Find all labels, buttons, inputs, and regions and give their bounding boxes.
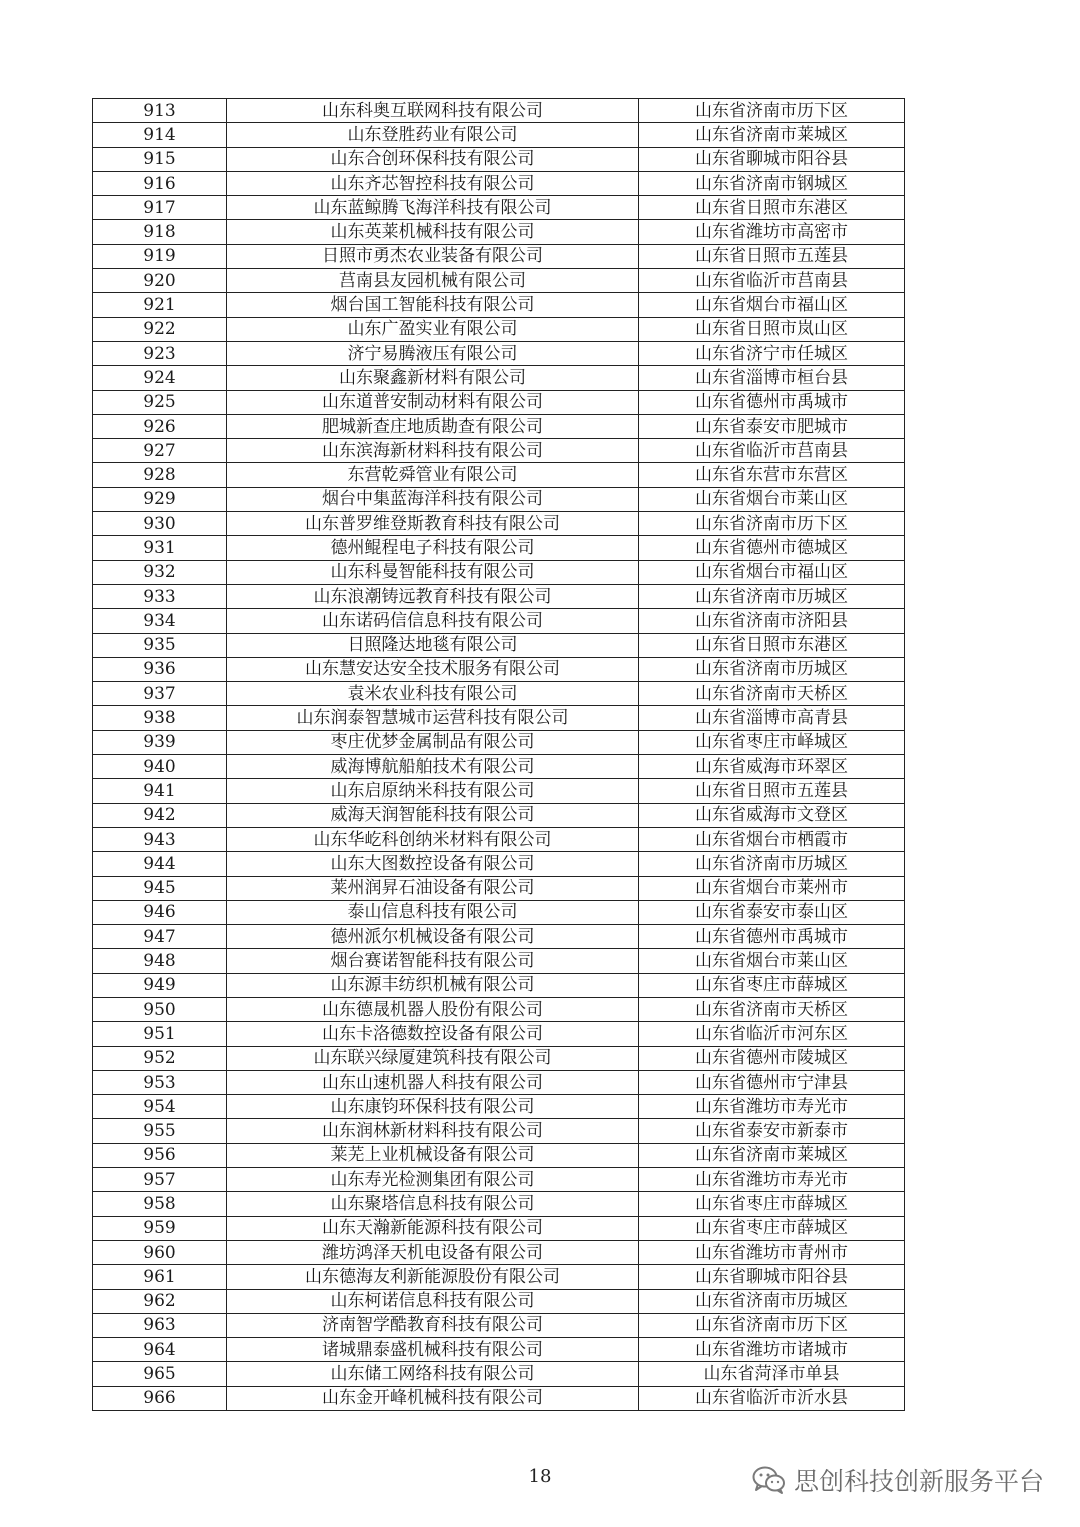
cell-company-name: 德州派尔机械设备有限公司 (227, 925, 639, 949)
table-row (93, 730, 905, 754)
cell-company-name: 山东浪潮铸远教育科技有限公司 (227, 584, 639, 608)
cell-location: 山东省潍坊市高密市 (639, 220, 905, 244)
cell-number: 947 (93, 925, 227, 949)
cell-company-name: 德州鲲程电子科技有限公司 (227, 536, 639, 560)
cell-number: 951 (93, 1022, 227, 1046)
cell-number: 948 (93, 949, 227, 973)
cell-number: 917 (93, 196, 227, 220)
cell-company-name: 山东英莱机械科技有限公司 (227, 220, 639, 244)
cell-company-name: 山东源丰纺织机械有限公司 (227, 973, 639, 997)
cell-location: 山东省泰安市肥城市 (639, 414, 905, 438)
table-row (93, 269, 905, 293)
cell-company-name: 袁米农业科技有限公司 (227, 682, 639, 706)
table-row (93, 99, 905, 123)
cell-company-name: 山东金开峰机械科技有限公司 (227, 1386, 639, 1410)
table-row (93, 317, 905, 341)
cell-company-name: 山东齐芯智控科技有限公司 (227, 171, 639, 195)
watermark-text: 思创科技创新服务平台 (793, 1467, 1044, 1496)
cell-number: 919 (93, 244, 227, 268)
cell-company-name: 山东联兴绿厦建筑科技有限公司 (227, 1046, 639, 1070)
cell-company-name: 山东蓝鲸腾飞海洋科技有限公司 (227, 196, 639, 220)
cell-company-name: 济宁易腾液压有限公司 (227, 341, 639, 365)
page-number: 18 (528, 1466, 552, 1487)
cell-company-name: 烟台中集蓝海洋科技有限公司 (227, 487, 639, 511)
cell-company-name: 山东卡洛德数控设备有限公司 (227, 1022, 639, 1046)
cell-number: 962 (93, 1289, 227, 1313)
cell-number: 930 (93, 512, 227, 536)
table-row (93, 1265, 905, 1289)
cell-company-name: 山东德海友利新能源股份有限公司 (227, 1265, 639, 1289)
wechat-icon (752, 1465, 786, 1495)
cell-company-name: 烟台赛诺智能科技有限公司 (227, 949, 639, 973)
table-row (93, 341, 905, 365)
cell-number: 960 (93, 1240, 227, 1264)
cell-number: 953 (93, 1070, 227, 1094)
cell-number: 958 (93, 1192, 227, 1216)
table-row (93, 1289, 905, 1313)
cell-location: 山东省烟台市莱州市 (639, 876, 905, 900)
table-row (93, 827, 905, 851)
cell-company-name: 山东柯诺信息科技有限公司 (227, 1289, 639, 1313)
cell-company-name: 山东滨海新材料科技有限公司 (227, 439, 639, 463)
cell-location: 山东省泰安市新泰市 (639, 1119, 905, 1143)
cell-company-name: 莒南县友园机械有限公司 (227, 269, 639, 293)
table-row (93, 1386, 905, 1410)
table-row (93, 1046, 905, 1070)
cell-location: 山东省临沂市河东区 (639, 1022, 905, 1046)
cell-location: 山东省日照市东港区 (639, 196, 905, 220)
table-row (93, 196, 905, 220)
cell-number: 920 (93, 269, 227, 293)
table-row (93, 123, 905, 147)
cell-number: 927 (93, 439, 227, 463)
table-row (93, 536, 905, 560)
cell-company-name: 山东诺码信信息科技有限公司 (227, 609, 639, 633)
cell-number: 956 (93, 1143, 227, 1167)
cell-location: 山东省日照市岚山区 (639, 317, 905, 341)
cell-number: 959 (93, 1216, 227, 1240)
table-row (93, 1362, 905, 1386)
cell-number: 932 (93, 560, 227, 584)
cell-number: 946 (93, 900, 227, 924)
cell-company-name: 莱芜上业机械设备有限公司 (227, 1143, 639, 1167)
cell-company-name: 山东大图数控设备有限公司 (227, 852, 639, 876)
cell-number: 966 (93, 1386, 227, 1410)
table-row (93, 244, 905, 268)
cell-number: 954 (93, 1095, 227, 1119)
cell-number: 941 (93, 779, 227, 803)
cell-location: 山东省济南市历下区 (639, 1313, 905, 1337)
cell-number: 944 (93, 852, 227, 876)
cell-number: 928 (93, 463, 227, 487)
cell-company-name: 山东道普安制动材料有限公司 (227, 390, 639, 414)
table-row (93, 706, 905, 730)
table-row (93, 1313, 905, 1337)
table-row (93, 1192, 905, 1216)
cell-company-name: 肥城新查庄地质勘查有限公司 (227, 414, 639, 438)
cell-number: 925 (93, 390, 227, 414)
cell-company-name: 山东康钧环保科技有限公司 (227, 1095, 639, 1119)
table-row (93, 390, 905, 414)
cell-company-name: 山东聚塔信息科技有限公司 (227, 1192, 639, 1216)
cell-location: 山东省济南市济阳县 (639, 609, 905, 633)
cell-company-name: 山东华屹科创纳米材料有限公司 (227, 827, 639, 851)
cell-location: 山东省济南市历下区 (639, 99, 905, 123)
cell-company-name: 诸城鼎泰盛机械科技有限公司 (227, 1338, 639, 1362)
cell-location: 山东省淄博市高青县 (639, 706, 905, 730)
table-row (93, 414, 905, 438)
cell-location: 山东省烟台市福山区 (639, 293, 905, 317)
table-row (93, 366, 905, 390)
cell-location: 山东省枣庄市薛城区 (639, 973, 905, 997)
cell-company-name: 山东合创环保科技有限公司 (227, 147, 639, 171)
cell-number: 931 (93, 536, 227, 560)
cell-location: 山东省济南市莱城区 (639, 123, 905, 147)
cell-number: 950 (93, 997, 227, 1021)
cell-number: 938 (93, 706, 227, 730)
table-row (93, 463, 905, 487)
cell-number: 955 (93, 1119, 227, 1143)
cell-location: 山东省济南市历城区 (639, 852, 905, 876)
cell-location: 山东省日照市五莲县 (639, 779, 905, 803)
cell-location: 山东省烟台市莱山区 (639, 949, 905, 973)
cell-number: 945 (93, 876, 227, 900)
cell-company-name: 威海博航船舶技术有限公司 (227, 755, 639, 779)
cell-location: 山东省烟台市栖霞市 (639, 827, 905, 851)
watermark (752, 1462, 1044, 1498)
cell-number: 963 (93, 1313, 227, 1337)
table-row (93, 171, 905, 195)
cell-number: 929 (93, 487, 227, 511)
table-row (93, 1095, 905, 1119)
cell-number: 918 (93, 220, 227, 244)
cell-company-name: 山东广盈实业有限公司 (227, 317, 639, 341)
cell-number: 939 (93, 730, 227, 754)
table-row (93, 997, 905, 1021)
cell-location: 山东省济宁市任城区 (639, 341, 905, 365)
table-row (93, 852, 905, 876)
cell-company-name: 山东科曼智能科技有限公司 (227, 560, 639, 584)
table-row (93, 779, 905, 803)
cell-location: 山东省临沂市沂水县 (639, 1386, 905, 1410)
cell-number: 952 (93, 1046, 227, 1070)
cell-location: 山东省枣庄市薛城区 (639, 1216, 905, 1240)
cell-number: 926 (93, 414, 227, 438)
cell-location: 山东省威海市文登区 (639, 803, 905, 827)
table-row (93, 584, 905, 608)
cell-number: 923 (93, 341, 227, 365)
cell-location: 山东省德州市宁津县 (639, 1070, 905, 1094)
company-table-body (93, 99, 905, 1411)
cell-number: 937 (93, 682, 227, 706)
cell-number: 964 (93, 1338, 227, 1362)
table-row (93, 1240, 905, 1264)
table-row (93, 973, 905, 997)
table-row (93, 803, 905, 827)
cell-company-name: 济南智学酷教育科技有限公司 (227, 1313, 639, 1337)
cell-location: 山东省临沂市莒南县 (639, 439, 905, 463)
table-row (93, 1216, 905, 1240)
cell-location: 山东省潍坊市诸城市 (639, 1338, 905, 1362)
cell-location: 山东省济南市历城区 (639, 584, 905, 608)
table-row (93, 609, 905, 633)
cell-location: 山东省潍坊市寿光市 (639, 1168, 905, 1192)
table-row (93, 487, 905, 511)
cell-number: 924 (93, 366, 227, 390)
cell-location: 山东省枣庄市峄城区 (639, 730, 905, 754)
table-row (93, 949, 905, 973)
cell-company-name: 泰山信息科技有限公司 (227, 900, 639, 924)
table-row (93, 560, 905, 584)
table-row (93, 657, 905, 681)
cell-number: 914 (93, 123, 227, 147)
cell-location: 山东省潍坊市寿光市 (639, 1095, 905, 1119)
cell-number: 921 (93, 293, 227, 317)
table-row (93, 1168, 905, 1192)
cell-company-name: 山东科奥互联网科技有限公司 (227, 99, 639, 123)
cell-location: 山东省德州市德城区 (639, 536, 905, 560)
table-row (93, 147, 905, 171)
cell-location: 山东省济南市历下区 (639, 512, 905, 536)
cell-location: 山东省潍坊市青州市 (639, 1240, 905, 1264)
cell-number: 936 (93, 657, 227, 681)
cell-number: 961 (93, 1265, 227, 1289)
cell-location: 山东省烟台市莱山区 (639, 487, 905, 511)
cell-number: 949 (93, 973, 227, 997)
cell-company-name: 山东山速机器人科技有限公司 (227, 1070, 639, 1094)
cell-location: 山东省济南市天桥区 (639, 682, 905, 706)
table-row (93, 1119, 905, 1143)
cell-number: 933 (93, 584, 227, 608)
cell-number: 913 (93, 99, 227, 123)
cell-company-name: 日照隆达地毯有限公司 (227, 633, 639, 657)
table-row (93, 633, 905, 657)
cell-location: 山东省菏泽市单县 (639, 1362, 905, 1386)
cell-company-name: 山东润林新材料科技有限公司 (227, 1119, 639, 1143)
table-row (93, 293, 905, 317)
table-row (93, 220, 905, 244)
cell-number: 934 (93, 609, 227, 633)
cell-company-name: 威海天润智能科技有限公司 (227, 803, 639, 827)
cell-company-name: 东营乾舜管业有限公司 (227, 463, 639, 487)
cell-location: 山东省济南市历城区 (639, 657, 905, 681)
cell-location: 山东省济南市莱城区 (639, 1143, 905, 1167)
table-row (93, 1143, 905, 1167)
table-row (93, 1338, 905, 1362)
cell-number: 915 (93, 147, 227, 171)
cell-number: 942 (93, 803, 227, 827)
cell-number: 965 (93, 1362, 227, 1386)
cell-number: 957 (93, 1168, 227, 1192)
cell-company-name: 山东天瀚新能源科技有限公司 (227, 1216, 639, 1240)
cell-location: 山东省日照市五莲县 (639, 244, 905, 268)
table-row (93, 1070, 905, 1094)
cell-location: 山东省枣庄市薛城区 (639, 1192, 905, 1216)
cell-location: 山东省德州市陵城区 (639, 1046, 905, 1070)
cell-company-name: 山东寿光检测集团有限公司 (227, 1168, 639, 1192)
table-row (93, 439, 905, 463)
table-row (93, 512, 905, 536)
cell-company-name: 山东慧安达安全技术服务有限公司 (227, 657, 639, 681)
cell-location: 山东省济南市天桥区 (639, 997, 905, 1021)
cell-location: 山东省德州市禹城市 (639, 390, 905, 414)
cell-location: 山东省东营市东营区 (639, 463, 905, 487)
company-table (92, 98, 905, 1411)
cell-company-name: 山东启原纳米科技有限公司 (227, 779, 639, 803)
cell-location: 山东省聊城市阳谷县 (639, 1265, 905, 1289)
cell-number: 916 (93, 171, 227, 195)
table-row (93, 900, 905, 924)
cell-company-name: 日照市勇杰农业装备有限公司 (227, 244, 639, 268)
cell-location: 山东省泰安市泰山区 (639, 900, 905, 924)
cell-company-name: 山东登胜药业有限公司 (227, 123, 639, 147)
cell-company-name: 枣庄优梦金属制品有限公司 (227, 730, 639, 754)
cell-company-name: 烟台国工智能科技有限公司 (227, 293, 639, 317)
cell-number: 943 (93, 827, 227, 851)
cell-number: 935 (93, 633, 227, 657)
cell-location: 山东省济南市钢城区 (639, 171, 905, 195)
cell-location: 山东省威海市环翠区 (639, 755, 905, 779)
table-row (93, 682, 905, 706)
table-row (93, 925, 905, 949)
cell-company-name: 山东德晟机器人股份有限公司 (227, 997, 639, 1021)
table-row (93, 1022, 905, 1046)
cell-location: 山东省聊城市阳谷县 (639, 147, 905, 171)
cell-location: 山东省烟台市福山区 (639, 560, 905, 584)
table-row (93, 755, 905, 779)
cell-location: 山东省淄博市桓台县 (639, 366, 905, 390)
cell-company-name: 山东储工网络科技有限公司 (227, 1362, 639, 1386)
cell-company-name: 山东普罗维登斯教育科技有限公司 (227, 512, 639, 536)
cell-company-name: 山东润泰智慧城市运营科技有限公司 (227, 706, 639, 730)
cell-number: 922 (93, 317, 227, 341)
cell-company-name: 潍坊鸿泽天机电设备有限公司 (227, 1240, 639, 1264)
cell-number: 940 (93, 755, 227, 779)
cell-company-name: 山东聚鑫新材料有限公司 (227, 366, 639, 390)
cell-location: 山东省德州市禹城市 (639, 925, 905, 949)
cell-location: 山东省临沂市莒南县 (639, 269, 905, 293)
cell-company-name: 莱州润昇石油设备有限公司 (227, 876, 639, 900)
cell-location: 山东省日照市东港区 (639, 633, 905, 657)
table-row (93, 876, 905, 900)
cell-location: 山东省济南市历城区 (639, 1289, 905, 1313)
